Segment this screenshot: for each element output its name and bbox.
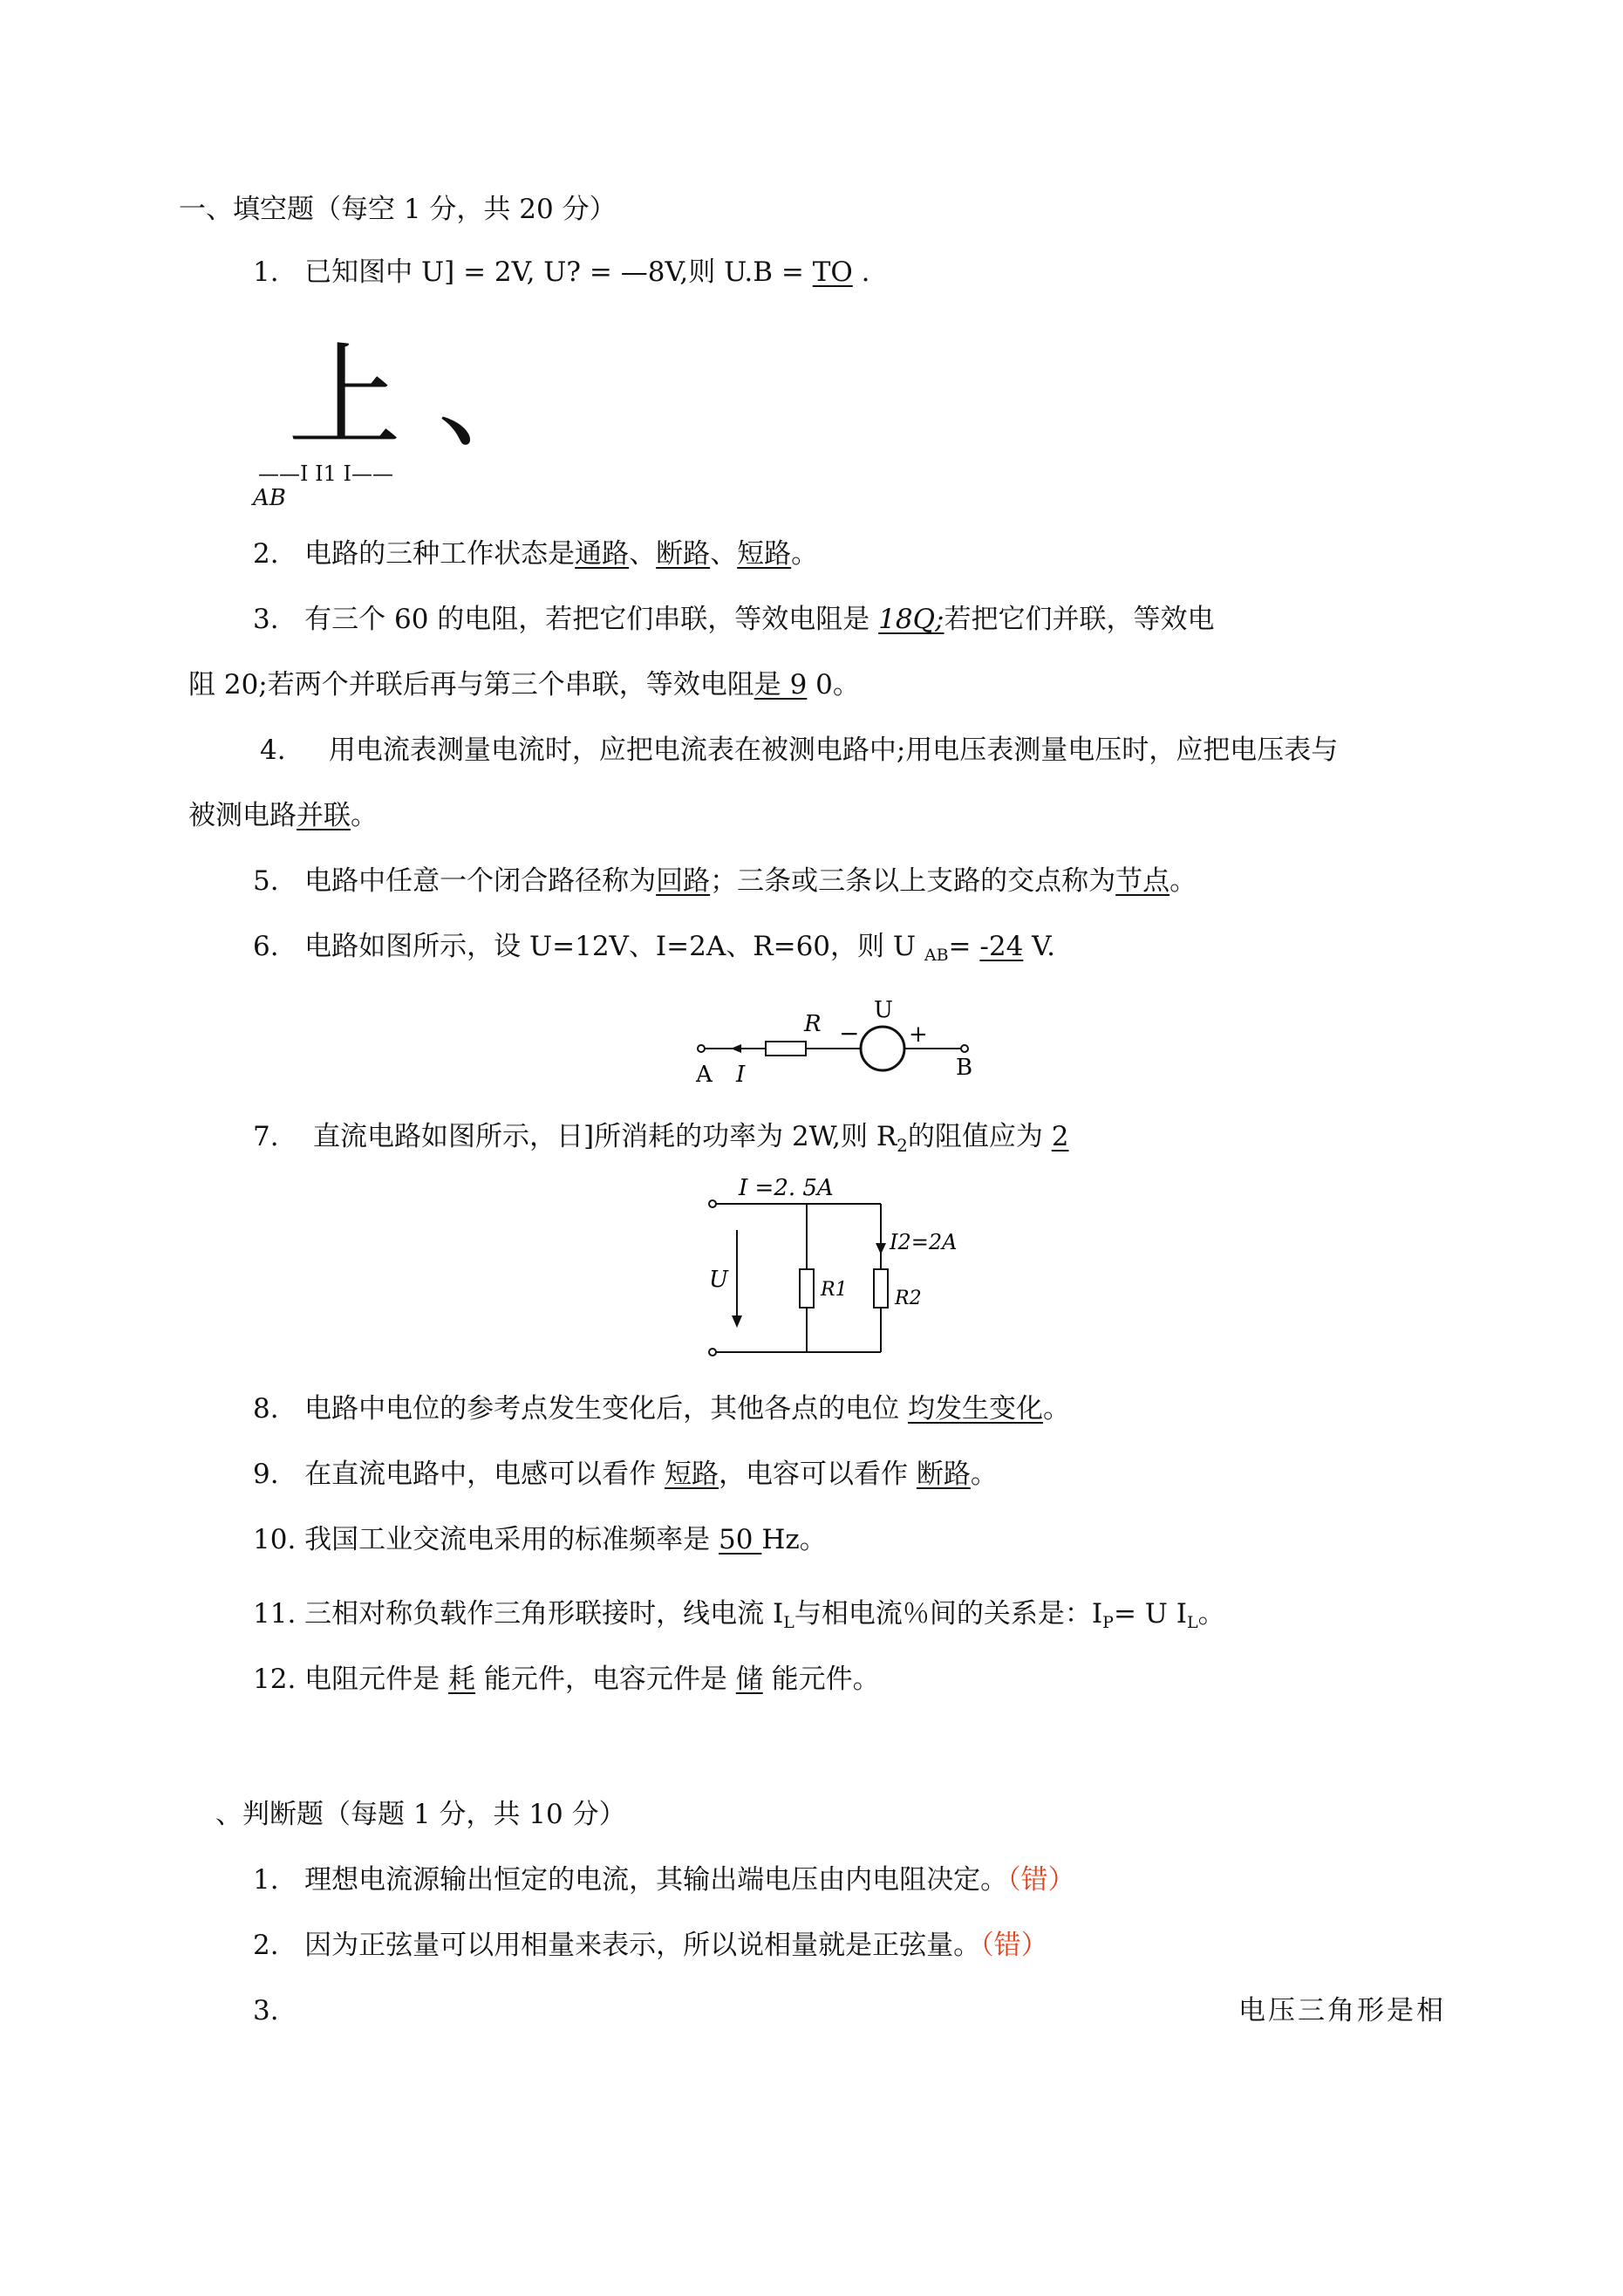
q10 (253, 1522, 827, 1557)
s2-q2-text: 因为正弦量可以用相量来表示，所以说相量就是正弦量。 (304, 1930, 981, 1961)
q6-text-b: = (948, 931, 980, 962)
q7-resistor-r1 (800, 1269, 814, 1308)
q7-fig-label-r1: R1 (821, 1279, 848, 1301)
q6-subscript: AB (924, 946, 949, 965)
q5-text-b: ；三条或三条以上支路的交点称为 (710, 865, 1116, 897)
q12 (253, 1662, 880, 1697)
q6-fig-label-u: U (874, 997, 893, 1023)
s2-q1-answer: （错） (1007, 1864, 1075, 1896)
q2-text-b: 。 (791, 538, 819, 570)
q7-fig-label-i: I =2. 5A (739, 1175, 834, 1201)
q11-text-d: 。 (1197, 1598, 1225, 1630)
q4-line2-text-b: 。 (351, 800, 378, 831)
q8-text-b: 。 (1043, 1393, 1070, 1425)
q11-subscript-a: L (783, 1613, 794, 1632)
s2-q1-number: 1. (253, 1864, 279, 1896)
q4-line-2 (188, 798, 378, 833)
q7 (253, 1119, 1069, 1163)
q1-figure-label: AB (253, 485, 286, 511)
q3-line-2 (188, 667, 860, 702)
q3-line2-text-a: 阻 20;若两个并联后再与第三个串联，等效电阻 (188, 669, 754, 700)
q4-line2-text-a: 被测电路 (188, 800, 297, 831)
q10-text-a: 我国工业交流电采用的标准频率是 (304, 1524, 719, 1555)
q7-voltage-arrowhead (732, 1315, 742, 1328)
q7-terminal-top (709, 1200, 716, 1207)
q6-circuit-diagram (689, 994, 985, 1095)
q5-text-c: 。 (1170, 865, 1197, 897)
s2-q3-text: 电压三角形是相 (1238, 1995, 1446, 2026)
q6-fig-label-b: B (956, 1055, 973, 1081)
q12-number: 12. (253, 1664, 297, 1695)
section2-heading: 、判断题（每题 1 分，共 10 分） (215, 1799, 626, 1830)
q3-line-1 (253, 602, 1214, 637)
q11-subscript-b: P (1102, 1613, 1114, 1632)
q7-subscript: 2 (897, 1135, 908, 1156)
q7-circuit-diagram (702, 1169, 981, 1370)
q6-text-c: V. (1023, 931, 1055, 962)
q9-answer-2: 断路 (916, 1459, 971, 1490)
q7-fig-label-r2: R2 (895, 1288, 922, 1309)
q6-terminal-b (961, 1045, 968, 1052)
q11-number: 11. (253, 1598, 297, 1630)
q2-answer-1: 通路 (575, 538, 630, 570)
q1-figure-big-chars: 上 、 (288, 331, 551, 463)
q9-text-c: 。 (970, 1459, 998, 1490)
q6-fig-label-i: I (736, 1062, 746, 1088)
s2-q1-text: 理想电流源输出恒定的电流，其输出端电压由内电阻决定。 (304, 1864, 1008, 1896)
q11-text-c: = U I (1113, 1598, 1188, 1630)
q7-text-b: 的阻值应为 (907, 1121, 1052, 1152)
q6-fig-label-a: A (696, 1062, 713, 1088)
q7-fig-label-u: U (709, 1267, 728, 1293)
q6-voltage-source (861, 1027, 904, 1070)
q3-text-b: 若把它们并联，等效电 (944, 604, 1215, 635)
q2-sep-1: 、 (629, 538, 657, 570)
q9-answer-1: 短路 (665, 1459, 719, 1490)
q6-resistor (766, 1042, 806, 1056)
s2-q3-number: 3. (253, 1995, 279, 2026)
q2-number: 2. (253, 538, 279, 570)
q3-answer-1: 18Q; (878, 604, 944, 635)
q6-terminal-a (698, 1045, 705, 1052)
q2 (253, 536, 818, 571)
q8-answer: 均发生变化 (908, 1393, 1043, 1425)
q11 (253, 1596, 1225, 1640)
q4-answer: 并联 (297, 800, 351, 831)
q7-answer: 2 (1051, 1121, 1069, 1152)
q9 (253, 1457, 998, 1492)
q5-answer-2: 节点 (1115, 865, 1170, 897)
q4-line-1 (260, 733, 1338, 768)
s2-q2-number: 2. (253, 1930, 279, 1961)
q5-answer-1: 回路 (656, 865, 711, 897)
q11-text-a: 三相对称负载作三角形联接时，线电流 I (304, 1598, 784, 1630)
q4-number: 4. (260, 735, 286, 766)
q1-number: 1. (253, 256, 279, 288)
q2-sep-2: 、 (710, 538, 738, 570)
q8 (253, 1391, 1070, 1426)
q12-text-a: 电阻元件是 (304, 1664, 449, 1695)
q12-text-b: 能元件，电容元件是 (475, 1664, 736, 1695)
q10-answer: 50 (719, 1524, 762, 1555)
q6 (253, 929, 1055, 973)
q5 (253, 864, 1197, 899)
s2-q2 (253, 1928, 1048, 1963)
q5-text-a: 电路中任意一个闭合路径称为 (304, 865, 657, 897)
q11-text-b: 与相电流％间的关系是：I (794, 1598, 1103, 1630)
q2-answer-3: 短路 (737, 538, 792, 570)
s2-q2-answer: （错） (980, 1930, 1048, 1961)
q12-answer-2: 储 (735, 1664, 763, 1695)
q1-text-b: . (852, 256, 870, 288)
q3-line2-text-b: 0。 (807, 669, 860, 700)
q3-number: 3. (253, 604, 279, 635)
q8-text-a: 电路中电位的参考点发生变化后，其他各点的电位 (304, 1393, 908, 1425)
q1-text-a: 已知图中 U] = 2V, U? = —8V,则 U.B = (304, 256, 813, 288)
q6-text-a: 电路如图所示，设 U=12V、I=2A、R=60，则 U (304, 931, 924, 962)
q8-number: 8. (253, 1393, 279, 1425)
q9-text-b: ，电容可以看作 (719, 1459, 917, 1490)
q3-answer-2: 是 9 (754, 669, 808, 700)
q2-answer-2: 断路 (656, 538, 711, 570)
q5-number: 5. (253, 865, 279, 897)
q7-fig-label-i2: I2=2A (890, 1230, 958, 1254)
q6-fig-plus: + (909, 1022, 928, 1048)
section1-heading: 一、填空题（每空 1 分，共 20 分） (179, 194, 617, 225)
q9-text-a: 在直流电路中，电感可以看作 (304, 1459, 665, 1490)
q3-text-a: 有三个 60 的电阻，若把它们串联，等效电阻是 (304, 604, 879, 635)
q12-answer-1: 耗 (448, 1664, 476, 1695)
q4-text-a: 用电流表测量电流时，应把电流表在被测电路中;用电压表测量电压时，应把电压表与 (328, 735, 1339, 766)
q7-current-arrow-i2 (876, 1243, 886, 1254)
q7-resistor-r2 (874, 1269, 888, 1308)
q11-subscript-c: L (1187, 1613, 1198, 1632)
q2-text-a: 电路的三种工作状态是 (304, 538, 576, 570)
q7-text-a: 直流电路如图所示，日]所消耗的功率为 2W,则 R (304, 1121, 897, 1152)
q7-number: 7. (253, 1121, 279, 1152)
q9-number: 9. (253, 1459, 279, 1490)
s2-q1 (253, 1862, 1075, 1897)
q6-fig-label-r: R (804, 1011, 822, 1037)
q10-text-b: Hz。 (761, 1524, 827, 1555)
q1-answer: TO (812, 256, 853, 288)
q10-number: 10. (253, 1524, 297, 1555)
q7-terminal-bottom (709, 1349, 716, 1356)
q12-text-c: 能元件。 (762, 1664, 880, 1695)
q6-fig-minus: − (839, 1019, 860, 1048)
q6-current-arrow (731, 1044, 741, 1053)
q1 (253, 255, 870, 290)
q1-figure-line: ——I I1 I—— (258, 461, 393, 486)
q6-answer: -24 (979, 931, 1024, 962)
q6-number: 6. (253, 931, 279, 962)
